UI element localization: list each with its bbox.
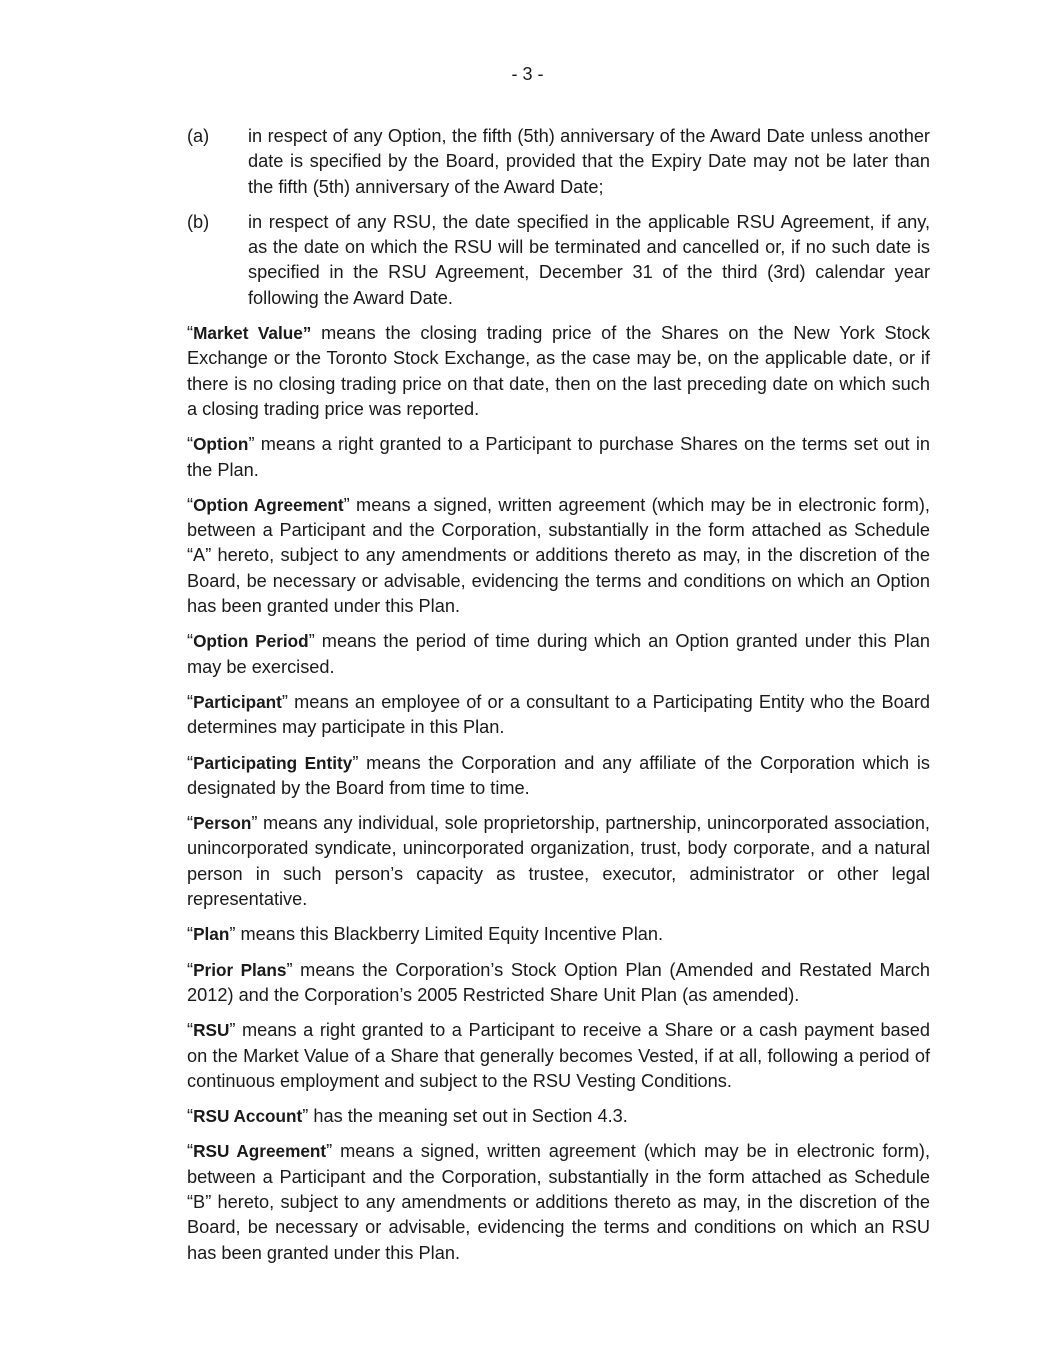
open-quote: “ bbox=[187, 494, 194, 515]
definition-option-period bbox=[187, 629, 930, 680]
defined-term: Prior Plans bbox=[193, 959, 287, 980]
defined-term: Option Period bbox=[193, 631, 309, 652]
definition-text: means a right granted to a Participant to receive a Share or a cash payment based on the Market Value of a Share that generally becomes Vested, if at all, following a period of continuous employment and subject to the RSU Vesting Conditions. bbox=[187, 1020, 930, 1091]
definition-text: means the Corporation’s Stock Option Plan (Amended and Restated March 2012) and the Corporation’s 2005 Restricted Share Unit Plan (as amended). bbox=[187, 959, 930, 1005]
definition-option bbox=[187, 432, 930, 483]
list-item-a bbox=[187, 124, 930, 200]
definition-rsu-agreement bbox=[187, 1139, 930, 1265]
definition-plan bbox=[187, 922, 930, 947]
list-marker: (b) bbox=[187, 211, 210, 232]
definition-prior-plans bbox=[187, 958, 930, 1009]
open-quote: “ bbox=[187, 1106, 194, 1127]
defined-term: Market Value” bbox=[193, 323, 312, 344]
definition-text: means a right granted to a Participant to purchase Shares on the terms set out in the Plan. bbox=[187, 434, 930, 480]
close-quote: ” bbox=[308, 631, 315, 652]
list-text: in respect of any RSU, the date specified in the applicable RSU Agreement, if any, as the date on which the RSU will be terminated and cancelled or, if no such date is specified in the RSU Agreement, December 31 of the third (3rd) calendar year following the Award Date. bbox=[248, 211, 930, 308]
close-quote: ” bbox=[326, 1141, 333, 1162]
open-quote: “ bbox=[187, 323, 194, 344]
definition-text: means the Corporation and any affiliate of the Corporation which is designated by the Board from time to time. bbox=[187, 752, 930, 798]
open-quote: “ bbox=[187, 691, 194, 712]
document-body bbox=[187, 124, 930, 1276]
defined-term: Option bbox=[193, 434, 249, 455]
open-quote: “ bbox=[187, 924, 194, 945]
definition-text: means a signed, written agreement (which may be in electronic form), between a Participant and the Corporation, substantially in the form attached as Schedule “B” hereto, subject to any amendments or additions thereto as may, in the discretion of the Board, be necessary or advisable, evidencing the terms and conditions on which an RSU has been granted under this Plan. bbox=[187, 1141, 930, 1263]
list-item-b bbox=[187, 210, 930, 311]
close-quote: ” bbox=[281, 691, 288, 712]
close-quote: ” bbox=[248, 434, 255, 455]
close-quote: ” bbox=[229, 1020, 236, 1041]
defined-term: RSU Account bbox=[193, 1106, 303, 1127]
close-quote: ” bbox=[343, 494, 350, 515]
definition-rsu bbox=[187, 1018, 930, 1094]
defined-term: Person bbox=[193, 813, 252, 834]
definition-participating-entity bbox=[187, 751, 930, 802]
open-quote: “ bbox=[187, 434, 194, 455]
list-marker: (a) bbox=[187, 126, 210, 146]
definition-rsu-account bbox=[187, 1104, 930, 1129]
definition-text: means an employee of or a consultant to a Participating Entity who the Board determines may participate in this Plan. bbox=[187, 691, 930, 738]
close-quote: ” bbox=[352, 752, 359, 773]
open-quote: “ bbox=[187, 752, 194, 773]
definition-text: means this Blackberry Limited Equity Incentive Plan. bbox=[235, 924, 664, 945]
close-quote: ” bbox=[229, 924, 236, 945]
definition-text: means the closing trading price of the Shares on the New York Stock Exchange or the Toronto Stock Exchange, as the case may be, on the applicable date, or if there is no closing trading price on that date, then on the last preceding date on which such a closing trading price was reported. bbox=[187, 323, 930, 419]
defined-term: Participant bbox=[193, 691, 282, 712]
open-quote: “ bbox=[187, 959, 194, 980]
page-number: - 3 - bbox=[511, 64, 544, 84]
open-quote: “ bbox=[187, 1141, 194, 1162]
defined-term: Plan bbox=[193, 924, 230, 945]
list-text: in respect of any Option, the fifth (5th) anniversary of the Award Date unless another date is specified by the Board, provided that the Expiry Date may not be later than the fifth (5th) anniversary of the Award Date; bbox=[248, 126, 930, 197]
defined-term: RSU Agreement bbox=[193, 1141, 327, 1162]
open-quote: “ bbox=[187, 1020, 194, 1041]
definition-person bbox=[187, 811, 930, 912]
defined-term: Option Agreement bbox=[193, 494, 344, 515]
definition-text: means a signed, written agreement (which may be in electronic form), between a Participant and the Corporation, substantially in the form attached as Schedule “A” hereto, subject to any amendments or additions thereto as may, in the discretion of the Board, be necessary or advisable, evidencing the terms and conditions on which an Option has been granted under this Plan. bbox=[187, 494, 930, 617]
defined-term: Participating Entity bbox=[193, 752, 353, 773]
defined-term: RSU bbox=[193, 1020, 230, 1041]
definition-text: has the meaning set out in Section 4.3. bbox=[308, 1106, 628, 1127]
definition-participant bbox=[187, 690, 930, 741]
definition-market-value bbox=[187, 321, 930, 422]
definition-text: means any individual, sole proprietorship, partnership, unincorporated association, unincorporated syndicate, unincorporated organization, trust, body corporate, and a natural person in such person’s capacity as trustee, executor, administrator or other legal representative. bbox=[187, 813, 930, 910]
close-quote: ” bbox=[251, 813, 258, 834]
close-quote: ” bbox=[286, 959, 293, 980]
close-quote: ” bbox=[302, 1106, 309, 1127]
open-quote: “ bbox=[187, 631, 194, 652]
definition-option-agreement bbox=[187, 493, 930, 619]
open-quote: “ bbox=[187, 813, 194, 834]
definition-text: means the period of time during which an Option granted under this Plan may be exercised. bbox=[187, 631, 931, 677]
